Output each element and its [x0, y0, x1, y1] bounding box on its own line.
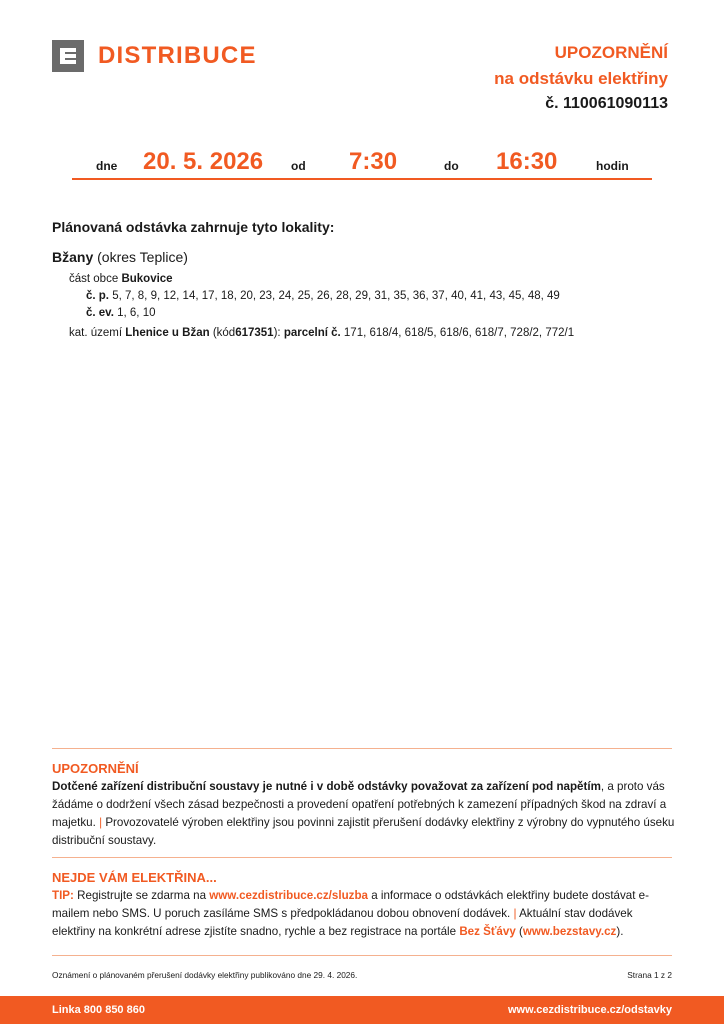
part-of-village-line: [69, 273, 173, 285]
outages-website-link[interactable]: www.cezdistribuce.cz/odstavky: [507, 1004, 672, 1016]
paren-open: (: [519, 925, 523, 938]
warning-bold-text: Dotčené zařízení distribuční soustavy je nutné i v době odstávky považovat za zařízení pod napětím: [52, 780, 601, 793]
warning-divider: |: [99, 816, 103, 829]
cadastral-code: 617351: [235, 327, 274, 339]
parcel-label: parcelní č.: [283, 327, 341, 339]
notice-number: č. 110061090113: [545, 95, 668, 112]
parcel-values: 171, 618/4, 618/5, 618/6, 618/7, 728/2, 772/1: [343, 327, 575, 339]
from-word: od: [291, 159, 306, 173]
warning-rest-text: , a proto vás žádáme o dodržení všech zásad bezpečnosti a provedení opatření potřebných k zamezení případných škod na zdraví a majetku.: [52, 780, 667, 829]
outage-date: 20. 5. 2026: [143, 148, 264, 175]
tip-title: NEJDE VÁM ELEKTŘINA...: [52, 870, 217, 885]
cp-values: 5, 7, 8, 9, 12, 14, 17, 18, 20, 23, 24, 25, 26, 28, 29, 31, 35, 36, 37, 40, 41, 43, 45, 48, 49: [112, 290, 560, 302]
part-name: Bukovice: [121, 273, 173, 285]
warning-text: [52, 778, 677, 850]
registration-link[interactable]: www.cezdistribuce.cz/sluzba: [209, 889, 368, 902]
tip-text: [52, 887, 677, 941]
separator-line: [52, 857, 672, 858]
cadastral-label: kat. území: [69, 327, 123, 339]
separator-line: [52, 955, 672, 956]
tip-text-1: Registrujte se zdarma na: [77, 889, 207, 902]
hours-word: hodin: [596, 159, 629, 173]
tip-text-3: Aktuální stav dodávek elektřiny na konkrétní adrese zjistíte snadno, rychle a bez registrace na portále: [52, 907, 633, 938]
date-word: dne: [96, 159, 118, 173]
cadastral-name: Lhenice u Bžan: [125, 327, 210, 339]
notice-subtitle: na odstávku elektřiny: [494, 69, 668, 88]
cev-values: 1, 6, 10: [117, 307, 156, 319]
outage-date-row: [72, 146, 652, 180]
house-numbers-line: [86, 290, 560, 302]
brand-name: DISTRIBUCE: [98, 42, 257, 69]
brand-logo: [52, 40, 257, 72]
cp-label: č. p.: [86, 290, 110, 302]
hotline-number: Linka 800 850 860: [52, 1004, 145, 1016]
cev-label: č. ev.: [86, 307, 114, 319]
bezstavy-link[interactable]: www.bezstavy.cz: [522, 925, 617, 938]
code-open: (kód: [212, 327, 236, 339]
localities-intro: Plánovaná odstávka zahrnuje tyto lokality:: [52, 219, 335, 235]
part-label: část obce: [69, 273, 119, 285]
cez-logo-icon: [52, 40, 84, 72]
cadastral-line: [69, 327, 574, 339]
tip-divider: |: [513, 907, 517, 920]
separator-line: [52, 748, 672, 749]
publication-note: Oznámení o plánovaném přerušení dodávky elektřiny publikováno dne 29. 4. 2026.: [52, 970, 358, 980]
notice-title: UPOZORNĚNÍ: [554, 43, 668, 62]
tip-text-2: a informace o odstávkách elektřiny budete dostávat e-mailem nebo SMS. U poruch zasíláme SMS s předpokládanou dobou obnovení dodávek.: [52, 889, 649, 920]
outage-to-time: 16:30: [496, 148, 558, 175]
notice-header: [494, 40, 668, 116]
paren-close: ).: [616, 925, 624, 938]
portal-name: Bez Šťávy: [459, 925, 516, 938]
producers-text: Provozovatelé výroben elektřiny jsou povinni zajistit přerušení dodávky elektřiny z výrobny do vypnutého úseku distribuční soustavy.: [52, 816, 675, 847]
village-heading: [52, 249, 188, 265]
outage-from-time: 7:30: [349, 148, 398, 175]
village-name: Bžany: [52, 249, 94, 265]
page-number: Strana 1 z 2: [627, 970, 672, 980]
village-district: (okres Teplice): [97, 249, 188, 265]
registry-numbers-line: [86, 307, 156, 319]
code-close: ):: [273, 327, 281, 339]
footer-bar: [0, 996, 724, 1024]
warning-title: UPOZORNĚNÍ: [52, 761, 139, 776]
to-word: do: [444, 159, 459, 173]
tip-label: TIP:: [52, 889, 74, 902]
